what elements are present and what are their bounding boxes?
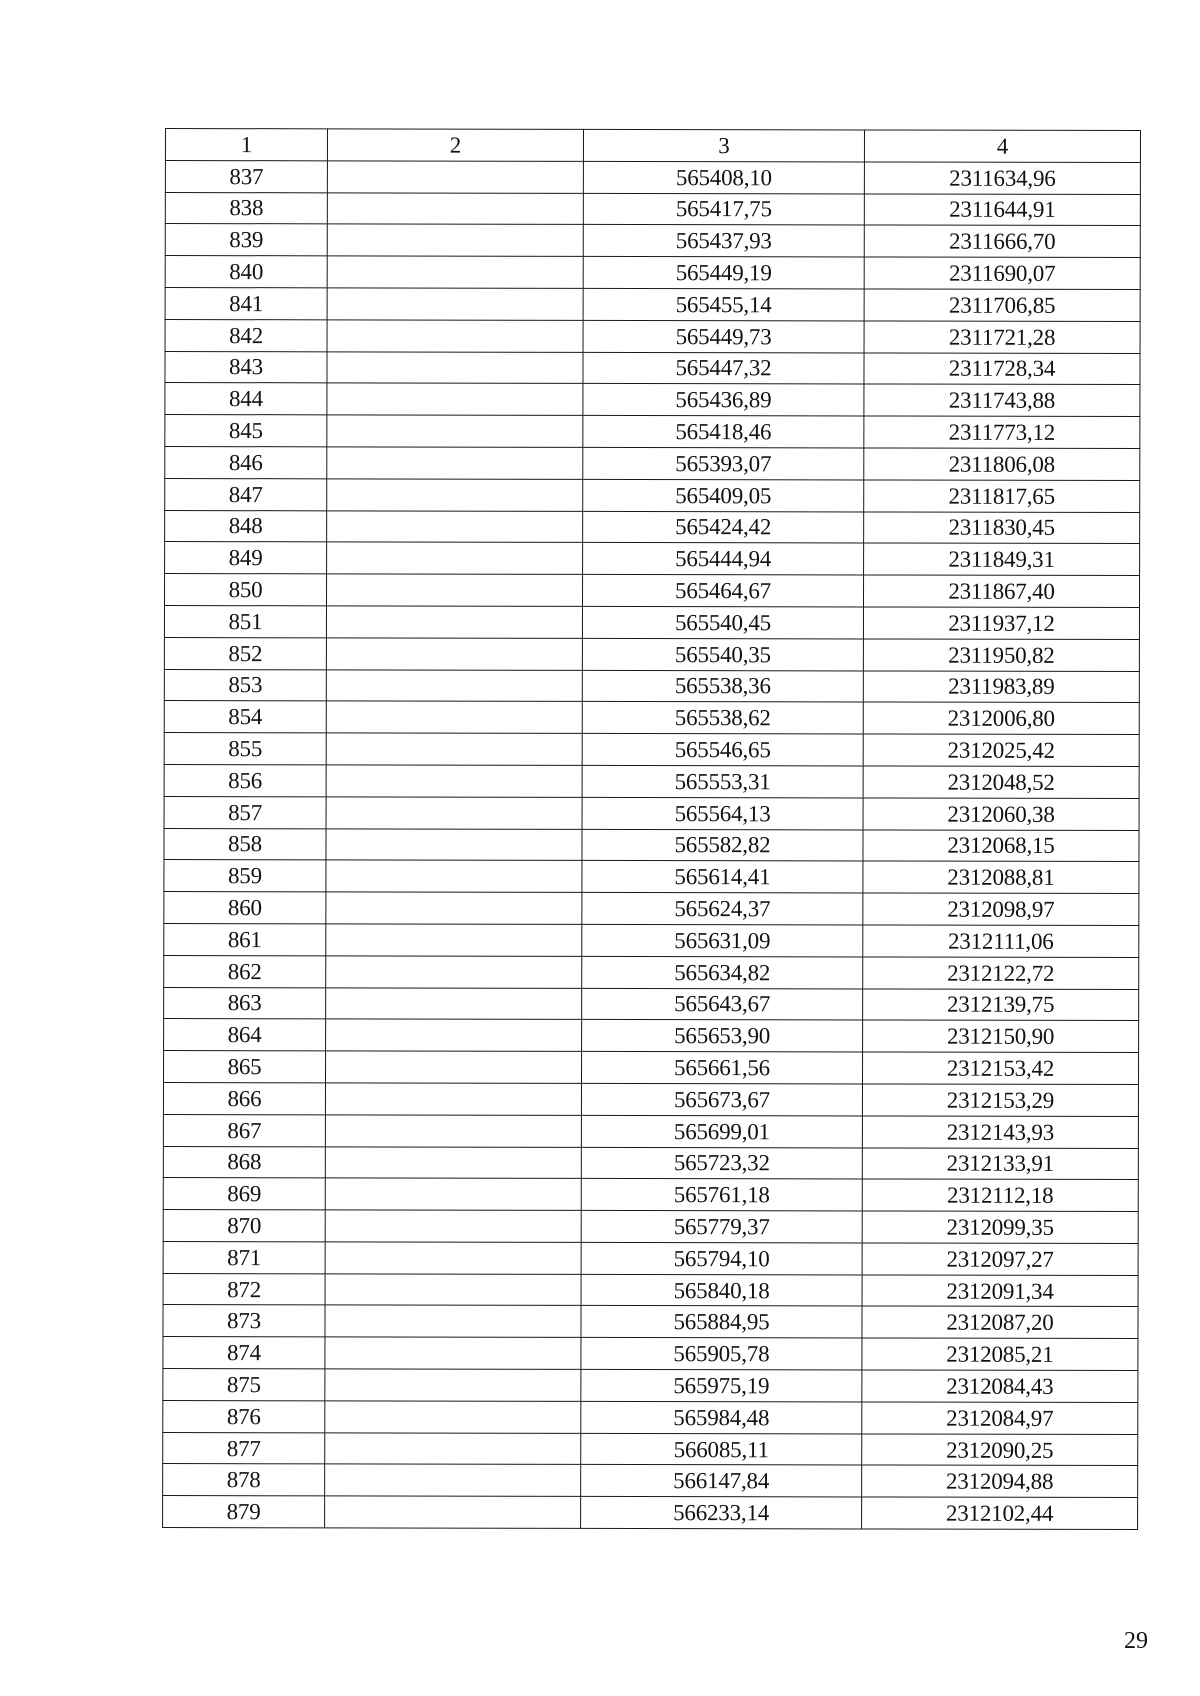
point-number-cell: 843 — [165, 351, 327, 383]
x-coordinate-cell: 565723,32 — [581, 1147, 862, 1179]
empty-cell — [325, 1433, 581, 1465]
empty-cell — [327, 192, 583, 224]
point-number-cell: 876 — [163, 1400, 325, 1432]
y-coordinate-cell: 2311817,65 — [864, 480, 1140, 512]
empty-cell — [325, 1083, 581, 1115]
point-number-cell: 867 — [163, 1114, 325, 1146]
column-header-1: 1 — [165, 129, 327, 161]
table-row — [163, 1337, 1138, 1371]
point-number-cell: 855 — [164, 733, 326, 765]
point-number-cell: 869 — [163, 1178, 325, 1210]
y-coordinate-cell: 2311721,28 — [864, 321, 1140, 353]
table-row — [163, 1305, 1138, 1339]
table-row — [165, 574, 1140, 608]
x-coordinate-cell: 565884,95 — [581, 1306, 862, 1338]
x-coordinate-cell: 565840,18 — [581, 1274, 862, 1306]
y-coordinate-cell: 2312091,34 — [862, 1275, 1138, 1307]
empty-cell — [326, 606, 582, 638]
empty-cell — [327, 383, 583, 415]
empty-cell — [325, 1401, 581, 1433]
empty-cell — [326, 828, 582, 860]
point-number-cell: 862 — [164, 955, 326, 987]
point-number-cell: 841 — [165, 287, 327, 319]
empty-cell — [325, 1146, 581, 1178]
y-coordinate-cell: 2311937,12 — [863, 607, 1139, 639]
y-coordinate-cell: 2312153,29 — [862, 1084, 1138, 1116]
empty-cell — [326, 860, 582, 892]
y-coordinate-cell: 2311690,07 — [864, 257, 1140, 289]
empty-cell — [326, 1051, 582, 1083]
empty-cell — [325, 1305, 581, 1337]
y-coordinate-cell: 2312087,20 — [862, 1306, 1138, 1338]
empty-cell — [325, 1337, 581, 1369]
x-coordinate-cell: 565418,46 — [583, 416, 864, 448]
x-coordinate-cell: 565408,10 — [583, 161, 864, 193]
table-row — [165, 351, 1140, 385]
table-row — [165, 415, 1140, 449]
point-number-cell: 853 — [164, 669, 326, 701]
empty-cell — [327, 479, 583, 511]
y-coordinate-cell: 2312153,42 — [862, 1052, 1138, 1084]
y-coordinate-cell: 2312122,72 — [863, 957, 1139, 989]
table-row — [164, 701, 1139, 735]
x-coordinate-cell: 565417,75 — [583, 193, 864, 225]
empty-cell — [326, 956, 582, 988]
x-coordinate-cell: 565631,09 — [582, 924, 863, 956]
empty-cell — [326, 765, 582, 797]
point-number-cell: 838 — [165, 192, 327, 224]
table-row — [164, 764, 1139, 798]
y-coordinate-cell: 2312111,06 — [863, 925, 1139, 957]
y-coordinate-cell: 2312139,75 — [863, 988, 1139, 1020]
table-row — [163, 1432, 1138, 1466]
table-row — [164, 828, 1139, 862]
x-coordinate-cell: 565393,07 — [583, 447, 864, 479]
x-coordinate-cell: 565449,73 — [583, 320, 864, 352]
table-row — [165, 478, 1140, 512]
x-coordinate-cell: 565540,35 — [582, 638, 863, 670]
x-coordinate-cell: 565540,45 — [582, 606, 863, 638]
empty-cell — [327, 447, 583, 479]
x-coordinate-cell: 566233,14 — [581, 1497, 862, 1529]
empty-cell — [326, 733, 582, 765]
x-coordinate-cell: 565699,01 — [581, 1115, 862, 1147]
table-row — [165, 160, 1140, 194]
y-coordinate-cell: 2311743,88 — [864, 384, 1140, 416]
table-row — [165, 319, 1140, 353]
y-coordinate-cell: 2312084,97 — [862, 1402, 1138, 1434]
point-number-cell: 859 — [164, 860, 326, 892]
x-coordinate-cell: 565546,65 — [582, 734, 863, 766]
column-header-2: 2 — [327, 129, 583, 161]
x-coordinate-cell: 565794,10 — [581, 1242, 862, 1274]
point-number-cell: 844 — [165, 383, 327, 415]
table-body — [163, 160, 1141, 1529]
table-row — [165, 542, 1140, 576]
table-row — [163, 1241, 1138, 1275]
table-row — [163, 1210, 1138, 1244]
x-coordinate-cell: 565538,62 — [582, 702, 863, 734]
y-coordinate-cell: 2312085,21 — [862, 1338, 1138, 1370]
y-coordinate-cell: 2311950,82 — [863, 639, 1139, 671]
point-number-cell: 854 — [164, 701, 326, 733]
table-header-row — [165, 129, 1140, 163]
point-number-cell: 840 — [165, 256, 327, 288]
point-number-cell: 864 — [164, 1019, 326, 1051]
table-row — [163, 1369, 1138, 1403]
table-row — [165, 383, 1140, 417]
x-coordinate-cell: 565624,37 — [582, 892, 863, 924]
page-number: 29 — [1124, 1628, 1148, 1654]
x-coordinate-cell: 565673,67 — [581, 1083, 862, 1115]
point-number-cell: 874 — [163, 1337, 325, 1369]
empty-cell — [325, 1274, 581, 1306]
coordinates-table — [162, 128, 1141, 1530]
point-number-cell: 852 — [164, 637, 326, 669]
point-number-cell: 850 — [165, 574, 327, 606]
empty-cell — [326, 638, 582, 670]
point-number-cell: 839 — [165, 224, 327, 256]
y-coordinate-cell: 2312102,44 — [862, 1497, 1138, 1529]
x-coordinate-cell: 566147,84 — [581, 1465, 862, 1497]
x-coordinate-cell: 565553,31 — [582, 765, 863, 797]
empty-cell — [326, 669, 582, 701]
point-number-cell: 858 — [164, 828, 326, 860]
table-row — [163, 1146, 1138, 1180]
point-number-cell: 875 — [163, 1369, 325, 1401]
y-coordinate-cell: 2312094,88 — [862, 1465, 1138, 1497]
empty-cell — [325, 1242, 581, 1274]
empty-cell — [326, 1019, 582, 1051]
point-number-cell: 837 — [165, 160, 327, 192]
empty-cell — [325, 1496, 581, 1528]
table-row — [163, 1273, 1138, 1307]
y-coordinate-cell: 2312143,93 — [862, 1116, 1138, 1148]
empty-cell — [326, 797, 582, 829]
table-row — [163, 1082, 1138, 1116]
point-number-cell: 866 — [163, 1082, 325, 1114]
x-coordinate-cell: 565984,48 — [581, 1401, 862, 1433]
x-coordinate-cell: 565436,89 — [583, 384, 864, 416]
empty-cell — [327, 288, 583, 320]
y-coordinate-cell: 2312006,80 — [863, 702, 1139, 734]
empty-cell — [326, 574, 582, 606]
y-coordinate-cell: 2312097,27 — [862, 1243, 1138, 1275]
table-row — [164, 860, 1139, 894]
x-coordinate-cell: 565564,13 — [582, 797, 863, 829]
x-coordinate-cell: 565455,14 — [583, 288, 864, 320]
empty-cell — [326, 987, 582, 1019]
y-coordinate-cell: 2311666,70 — [864, 225, 1140, 257]
point-number-cell: 842 — [165, 319, 327, 351]
table-row — [164, 637, 1139, 671]
y-coordinate-cell: 2312112,18 — [862, 1179, 1138, 1211]
x-coordinate-cell: 565761,18 — [581, 1179, 862, 1211]
x-coordinate-cell: 565444,94 — [583, 543, 864, 575]
point-number-cell: 845 — [165, 415, 327, 447]
table-row — [165, 446, 1140, 480]
y-coordinate-cell: 2311728,34 — [864, 353, 1140, 385]
point-number-cell: 871 — [163, 1241, 325, 1273]
x-coordinate-cell: 565905,78 — [581, 1338, 862, 1370]
y-coordinate-cell: 2312084,43 — [862, 1370, 1138, 1402]
x-coordinate-cell: 565424,42 — [583, 511, 864, 543]
point-number-cell: 872 — [163, 1273, 325, 1305]
empty-cell — [325, 1115, 581, 1147]
x-coordinate-cell: 565437,93 — [583, 225, 864, 257]
y-coordinate-cell: 2312060,38 — [863, 798, 1139, 830]
table-row — [165, 256, 1140, 290]
y-coordinate-cell: 2312048,52 — [863, 766, 1139, 798]
table-row — [164, 923, 1139, 957]
empty-cell — [327, 351, 583, 383]
table-row — [165, 192, 1140, 226]
y-coordinate-cell: 2311983,89 — [863, 671, 1139, 703]
x-coordinate-cell: 565447,32 — [583, 352, 864, 384]
empty-cell — [325, 1210, 581, 1242]
y-coordinate-cell: 2312090,25 — [862, 1434, 1138, 1466]
empty-cell — [325, 1178, 581, 1210]
x-coordinate-cell: 565975,19 — [581, 1369, 862, 1401]
table-row — [164, 892, 1139, 926]
table-row — [164, 733, 1139, 767]
table-row — [163, 1178, 1138, 1212]
empty-cell — [327, 224, 583, 256]
empty-cell — [326, 892, 582, 924]
y-coordinate-cell: 2312098,97 — [863, 893, 1139, 925]
point-number-cell: 879 — [163, 1496, 325, 1528]
x-coordinate-cell: 565643,67 — [582, 988, 863, 1020]
empty-cell — [327, 161, 583, 193]
x-coordinate-cell: 565653,90 — [582, 1020, 863, 1052]
y-coordinate-cell: 2312150,90 — [863, 1020, 1139, 1052]
y-coordinate-cell: 2311773,12 — [864, 416, 1140, 448]
y-coordinate-cell: 2312068,15 — [863, 829, 1139, 861]
x-coordinate-cell: 565582,82 — [582, 829, 863, 861]
empty-cell — [327, 256, 583, 288]
point-number-cell: 865 — [164, 1051, 326, 1083]
empty-cell — [327, 542, 583, 574]
point-number-cell: 868 — [163, 1146, 325, 1178]
table-row — [164, 1019, 1139, 1053]
y-coordinate-cell: 2311644,91 — [864, 194, 1140, 226]
table-row — [164, 1051, 1139, 1085]
y-coordinate-cell: 2311634,96 — [864, 162, 1140, 194]
x-coordinate-cell: 565614,41 — [582, 861, 863, 893]
x-coordinate-cell: 565538,36 — [582, 670, 863, 702]
empty-cell — [326, 924, 582, 956]
x-coordinate-cell: 565449,19 — [583, 257, 864, 289]
empty-cell — [326, 701, 582, 733]
point-number-cell: 848 — [165, 510, 327, 542]
x-coordinate-cell: 565661,56 — [582, 1051, 863, 1083]
x-coordinate-cell: 565634,82 — [582, 956, 863, 988]
point-number-cell: 863 — [164, 987, 326, 1019]
column-header-4: 4 — [864, 130, 1140, 162]
point-number-cell: 861 — [164, 923, 326, 955]
x-coordinate-cell: 565779,37 — [581, 1210, 862, 1242]
table-row — [165, 224, 1140, 258]
table-row — [163, 1400, 1138, 1434]
empty-cell — [325, 1464, 581, 1496]
table-row — [163, 1496, 1138, 1530]
x-coordinate-cell: 565464,67 — [582, 575, 863, 607]
y-coordinate-cell: 2312088,81 — [863, 861, 1139, 893]
point-number-cell: 856 — [164, 764, 326, 796]
y-coordinate-cell: 2312025,42 — [863, 734, 1139, 766]
point-number-cell: 847 — [165, 478, 327, 510]
table-row — [164, 605, 1139, 639]
point-number-cell: 873 — [163, 1305, 325, 1337]
table-row — [164, 955, 1139, 989]
x-coordinate-cell: 566085,11 — [581, 1433, 862, 1465]
y-coordinate-cell: 2311830,45 — [864, 512, 1140, 544]
y-coordinate-cell: 2312099,35 — [862, 1211, 1138, 1243]
x-coordinate-cell: 565409,05 — [583, 479, 864, 511]
y-coordinate-cell: 2311706,85 — [864, 289, 1140, 321]
point-number-cell: 860 — [164, 892, 326, 924]
empty-cell — [327, 415, 583, 447]
point-number-cell: 878 — [163, 1464, 325, 1496]
column-header-3: 3 — [583, 129, 864, 161]
table-row — [165, 287, 1140, 321]
point-number-cell: 877 — [163, 1432, 325, 1464]
table-row — [163, 1464, 1138, 1498]
table-row — [164, 796, 1139, 830]
y-coordinate-cell: 2311867,40 — [863, 575, 1139, 607]
empty-cell — [327, 320, 583, 352]
point-number-cell: 846 — [165, 446, 327, 478]
point-number-cell: 849 — [165, 542, 327, 574]
table-row — [164, 987, 1139, 1021]
point-number-cell: 851 — [164, 605, 326, 637]
point-number-cell: 870 — [163, 1210, 325, 1242]
y-coordinate-cell: 2311849,31 — [864, 543, 1140, 575]
table-row — [164, 669, 1139, 703]
empty-cell — [327, 510, 583, 542]
table-row — [165, 510, 1140, 544]
point-number-cell: 857 — [164, 796, 326, 828]
y-coordinate-cell: 2311806,08 — [864, 448, 1140, 480]
empty-cell — [325, 1369, 581, 1401]
table-row — [163, 1114, 1138, 1148]
y-coordinate-cell: 2312133,91 — [862, 1147, 1138, 1179]
